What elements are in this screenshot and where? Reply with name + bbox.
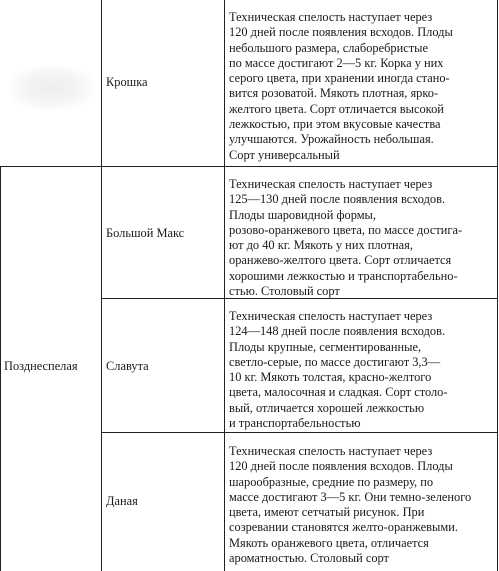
description-text: Техническая спелость наступает через 124—148 дней после появления всходов. Плоды крупные, сегментированные, светло-серые, по массе достигают 3,3— 10 кг. Мякоть толстая, красно-желтого цвета, малосочная и сладкая. Сорт столо- вый, отличается хорошей лежкостью и транспортабельностью: [229, 309, 448, 431]
table-rule: [497, 0, 498, 571]
maturity-group-label: Позднеспелая: [4, 359, 78, 373]
description-text: Техническая спелость наступает через 125—130 дней после появления всходов. Плоды шаровидной формы, розово-оранжевого цвета, по массе достига- ют до 40 кг. Мякоть у них плотная, оранжево-желтого цвета. Сорт отличается хорошими лежкостью и транспортабельно- стью. Столовый сорт: [229, 177, 463, 299]
table-rule: [0, 167, 1, 571]
table-rule: [101, 0, 102, 571]
variety-name: Крошка: [106, 75, 148, 89]
variety-name: Славута: [106, 359, 149, 373]
variety-name: Даная: [106, 494, 138, 508]
variety-description: [229, 177, 497, 299]
variety-name: Большой Макс: [106, 226, 185, 240]
table-rule: [101, 432, 498, 433]
scan-smudge: [10, 66, 94, 110]
description-text: Техническая спелость наступает через 120 дней после появления всходов. Плоды небольшого размера, слаборебристые по массе достигают 2—5 кг. Корка у них серого цвета, при хранении иногда стано- вится розоватой. Мякоть плотная, ярко- желтого цвета. Сорт отличается высокой лежкостью, при этом вкусовые качества улучшаются. Урожайность небольшая. Сорт универсальный: [229, 10, 453, 162]
description-text: Техническая спелость наступает через 120 дней после появления всходов. Плоды шарообразные, средние по размеру, по массе достигают 3—5 кг. Они темно-зеленого цвета, имеют сетчатый рисунок. При созревании становятся желто-оранжевыми. Мякоть оранжевого цвета, отличается ароматностью. Столовый сорт: [229, 444, 472, 566]
variety-description: [229, 444, 497, 566]
variety-description: [229, 10, 497, 163]
table-rule: [0, 166, 498, 167]
variety-description: [229, 309, 497, 431]
